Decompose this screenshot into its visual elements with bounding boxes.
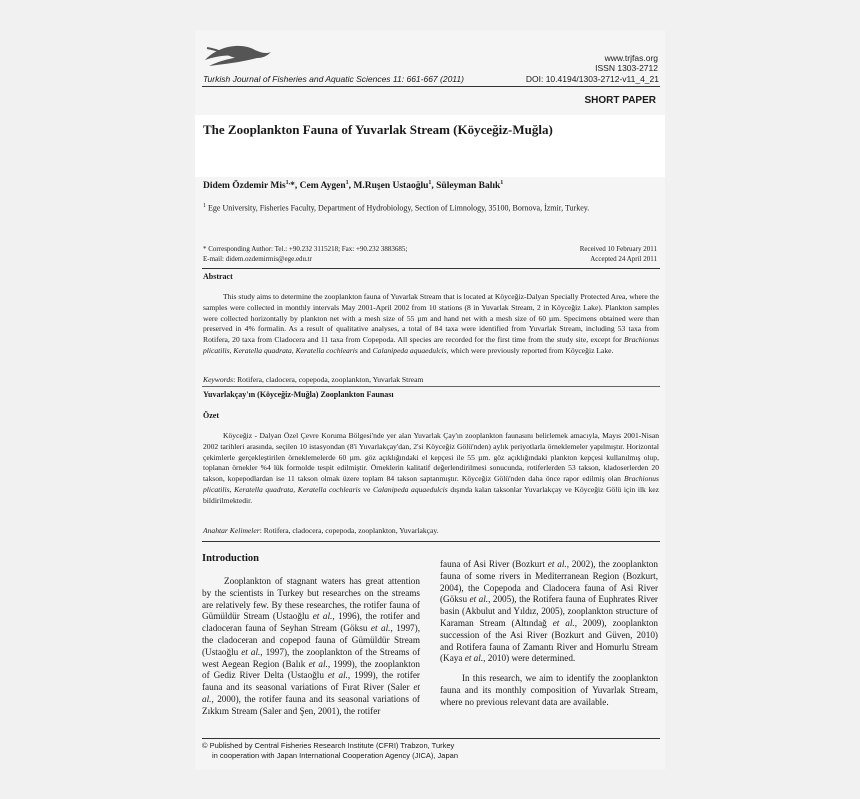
keywords: Keywords: Rotifera, cladocera, copepoda, zooplankton, Yuvarlak Stream: [203, 375, 424, 384]
doi[interactable]: DOI: 10.4194/1303-2712-v11_4_21: [525, 74, 659, 84]
received-date: Received 10 February 2011: [579, 245, 657, 253]
header-rule: [202, 86, 660, 87]
keywords-rule: [202, 386, 660, 387]
introduction-heading: Introduction: [202, 553, 259, 564]
abstract-top-rule: [202, 268, 660, 269]
turkish-title: Yuvarlakçay'ın (Köyceğiz-Muğla) Zooplankton Faunası: [203, 390, 394, 399]
paper-type-label: SHORT PAPER: [584, 95, 656, 106]
author-list: Didem Özdemir Mis$^{1,}$*, Cem Aygen$^1$, M.Ruşen Ustaoğlu$^1$, Süleyman Balık$^1$: [203, 180, 504, 192]
footer: [202, 741, 458, 760]
journal-citation: [203, 74, 659, 84]
journal-name: Turkish Journal of Fisheries and Aquatic Sciences 11: 661-667 (2011): [203, 74, 464, 84]
footer-rule: [202, 738, 660, 739]
intro-column-right: fauna of Asi River (Bozkurt et al., 2002), the zooplankton fauna of some rivers in Mediterranean Region (Bozkurt, 2004), the Copepoda and Cladocera fauna of Asi River (Göksu et al., 2005), the Rotifera fauna of Euphrates River basin (Akbulut and Yıldız, 2005), zooplankton structure of Karaman Stream (Altındağ et al., 2009), zooplankton succession of the Asi River (Bozkurt and Güven, 2010) and Rotifera fauna of Zamantı River and Homurlu Stream (Kaya et al., 2010) were determined.: [440, 559, 659, 664]
journal-website[interactable]: www.trjfas.org: [604, 53, 658, 63]
section-rule: [202, 541, 660, 542]
dates: [580, 244, 657, 264]
fish-icon: [203, 40, 273, 70]
paper-title: The Zooplankton Fauna of Yuvarlak Stream (Köyceğiz-Muğla): [203, 122, 553, 137]
intro-research-aim: In this research, we aim to identify the zooplankton fauna and its monthly composition of Yuvarlak Stream, where no previous relevant data are available.: [440, 673, 658, 707]
corresponding-email[interactable]: E-mail: didem.ozdemirmis@ege.edu.tr: [203, 255, 313, 263]
affiliation: $^1$ Ege University, Fisheries Faculty, Department of Hydrobiology, Section of Limnology, 35100, Bornova, İzmir, Turkey.: [203, 203, 590, 213]
correspondence: [203, 244, 407, 264]
journal-issn: ISSN 1303-2712: [595, 63, 658, 73]
intro-column-left: Zooplankton of stagnant waters has great attention by the scientists in Turkey but researches on the streams are relatively few. By these researches, the rotifer fauna of Gümüldür Stream (Ustaoğlu et al., 1996), the rotifer and cladoceran fauna of Seyhan Stream (Göksu et al., 1997), the cladoceran and copepod fauna of Gümüldür Stream (Ustaoğlu et al., 1997), the zooplankton of the Streams of west Aegean Region (Balık et al., 1999), the zooplankton of Gediz River Delta (Ustaoğlu et al., 1999), the rotifer fauna and its seasonal variations of Fırat River (Saler et al., 2000), the rotifer fauna and its seasonal variations of Zıkkım Stream (Saler and Şen, 2001), the rotifer: [202, 576, 421, 716]
footer-publisher: © Published by Central Fisheries Research Institute (CFRI) Trabzon, Turkey: [202, 741, 455, 750]
corresponding-author: * Corresponding Author: Tel.: +90.232 3115218; Fax: +90.232 3883685;: [203, 245, 408, 253]
accepted-date: Accepted 24 April 2011: [590, 255, 657, 263]
abstract-heading: Abstract: [203, 272, 233, 281]
anahtar-kelimeler: Anahtar Kelimeler: Rotifera, cladocera, copepoda, zooplankton, Yuvarlakçay.: [203, 526, 439, 535]
ozet-text: Köyceğiz - Dalyan Özel Çevre Koruma Bölgesi'nde yer alan Yuvarlak Çay'ın zooplankton faunasını belirlemek amacıyla, Mayıs 2001-Nisan 2002 tarihleri arasında, seçilen 10 istasyondan (8'i Yuvarlakçay'dan, 2'si Köyceğiz Gölü'nden) aylık periyotlarla örneklemeler yapılmıştır. Horizontal çekimlerle gerçekleştirilen örneklemelerde 60 µm. göz açıklığındaki el kepçesi ile 55 µm. göz açıklığındaki plankton kepçesi kullanılmış olup, toplanan örnekler %4 lük formolde tespit edilmiştir. Örneklerin kalitatif değerlendirilmesi sonucunda, rotiferlerden 53 takson, kladoserlerden 20 takson, kopepodlardan ise 11 takson olmak üzere toplam 84 takson saptanmıştır. Köyceğiz Gölü'nden daha önce rapor edilmiş olan Brachionus plicatilis, Keratella quadrata, Keratella cochlearis ve Calanipeda aquaedulcis dışında kalan taksonlar Yuvarlakçay ve Köyceğiz Gölü için ilk kez bildirilmektedir.: [203, 431, 659, 505]
ozet-heading: Özet: [203, 411, 219, 420]
footer-cooperation: in cooperation with Japan International Cooperation Agency (JICA), Japan: [212, 750, 458, 760]
abstract-text: This study aims to determine the zooplankton fauna of Yuvarlak Stream that is located at Köyceğiz-Dalyan Specially Protected Area, where the samples were collected in monthly intervals May 2001-April 2002 from 10 stations (8 in Yuvarlak Stream, 2 in Köyceğiz Lake). Plankton samples were collected horizontally by plankton net with a mesh size of 55 µm and hand net with a mesh size of 60 µm. Specimens obtained were than preserved in 4% formalin. As a result of qualitative analyses, a total of 84 taxa were identified from Yuvarlak Stream, including 53 taxa from Rotifera, 20 taxa from Cladocera and 11 taxa from Copepoda. All species are recorded for the first time from the study site, except for Brachionus plicatilis, Keratella quadrata, Keratella cochlearis and Calanipeda aquaedulcis, which were previously reported from Köyceğiz Lake.: [203, 292, 659, 355]
